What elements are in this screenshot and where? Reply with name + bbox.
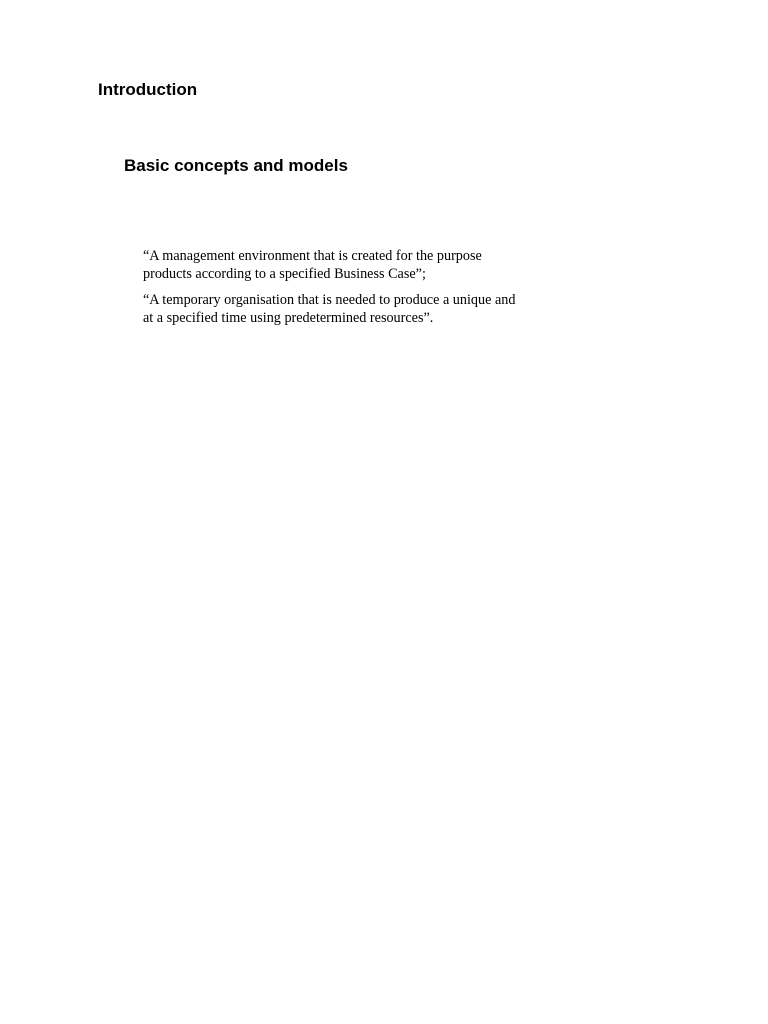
subsection-heading: Basic concepts and models	[124, 156, 348, 175]
quote-line: at a specified time using predetermined resources”.	[143, 309, 434, 326]
quote-line: “A management environment that is created for the purpose	[143, 248, 482, 264]
quote-line: “A temporary organisation that is needed to produce a unique and	[143, 292, 516, 308]
definitions-block	[143, 248, 563, 336]
definition-quote	[143, 292, 563, 327]
section-heading: Introduction	[98, 80, 198, 99]
quote-line: products according to a specified Business Case”;	[143, 265, 426, 282]
definition-quote	[143, 248, 563, 283]
